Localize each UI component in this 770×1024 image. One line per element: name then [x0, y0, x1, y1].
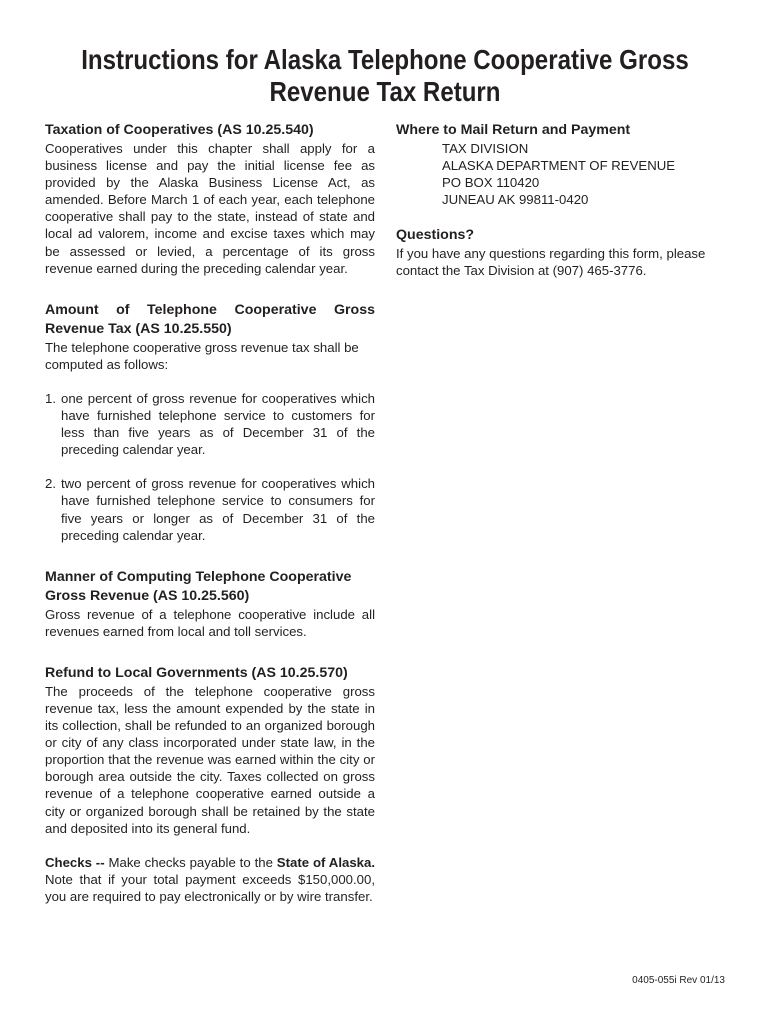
- section-checks: [45, 854, 375, 905]
- amount-heading: Amount of Telephone Cooperative Gross Revenue Tax (AS 10.25.550): [45, 301, 375, 337]
- section-manner: [45, 568, 375, 640]
- title-line-2: Revenue Tax Return: [269, 76, 501, 107]
- section-mail: [396, 121, 736, 208]
- section-amount: [45, 301, 375, 544]
- list-item: [45, 475, 375, 543]
- section-taxation: [45, 121, 375, 277]
- mailing-address: [442, 140, 736, 208]
- address-line: ALASKA DEPARTMENT OF REVENUE: [442, 158, 676, 174]
- list-item-text: one percent of gross revenue for cooperatives which have furnished telephone service to customers for less than five years as of December 31 of the preceding calendar year.: [61, 390, 375, 458]
- address-line: TAX DIVISION: [442, 141, 529, 156]
- section-refund: [45, 664, 375, 837]
- refund-heading: Refund to Local Governments (AS 10.25.570): [45, 664, 348, 681]
- manner-text: Gross revenue of a telephone cooperative include all revenues earned from local and toll services.: [45, 606, 375, 639]
- taxation-heading: Taxation of Cooperatives (AS 10.25.540): [45, 122, 314, 138]
- list-item: [45, 390, 375, 458]
- amount-list: [45, 390, 375, 544]
- checks-text-2: Note that if your total payment exceeds $150,000.00, you are required to pay electronically or by wire transfer.: [45, 871, 375, 904]
- title-line-1: Instructions for Alaska Telephone Cooperative Gross: [81, 44, 689, 75]
- left-column: [45, 121, 375, 905]
- checks-text: [45, 854, 375, 905]
- list-item-number: 1.: [45, 390, 56, 406]
- mail-heading: Where to Mail Return and Payment: [396, 122, 631, 138]
- questions-heading: Questions?: [396, 227, 475, 244]
- address-line: PO BOX 110420: [442, 175, 540, 191]
- list-item-text: two percent of gross revenue for cooperatives which have furnished telephone service to consumers for five years or longer as of December 31 of the preceding calendar year.: [61, 476, 375, 543]
- right-column: [396, 121, 736, 280]
- checks-text-1: Make checks payable to the: [104, 854, 277, 870]
- page-title: [54, 44, 716, 108]
- address-line: JUNEAU AK 99811-0420: [442, 192, 589, 208]
- refund-text: The proceeds of the telephone cooperative gross revenue tax, less the amount expended by the state in its collection, shall be refunded to an organized borough or city of any class incorporated under state law, in the proportion that the revenue was earned within the city or borough area outside the city. Taxes collected on gross revenue of a telephone cooperative earned outside a city or organized borough shall be retained by the state and deposited into its general fund.: [45, 683, 375, 836]
- checks-payee: State of Alaska.: [276, 854, 375, 870]
- list-item-number: 2.: [45, 476, 56, 492]
- amount-text: The telephone cooperative gross revenue tax shall be computed as follows:: [45, 339, 359, 372]
- form-number: 0405-055i Rev 01/13: [632, 975, 725, 986]
- checks-lead: Checks --: [45, 854, 105, 870]
- section-questions: [396, 226, 736, 279]
- questions-text: If you have any questions regarding this form, please contact the Tax Division at (907) 465-3776.: [396, 246, 706, 279]
- manner-heading: Manner of Computing Telephone Cooperative Gross Revenue (AS 10.25.560): [45, 568, 352, 604]
- taxation-text: Cooperatives under this chapter shall apply for a business license and pay the initial license fee as provided by the Alaska Business License Act, as amended. Before March 1 of each year, each telephone cooperative shall pay to the state, instead of state and local ad valorem, income and excise taxes which may be assessed or levied, a percentage of its gross revenue earned during the preceding calendar year.: [45, 141, 375, 276]
